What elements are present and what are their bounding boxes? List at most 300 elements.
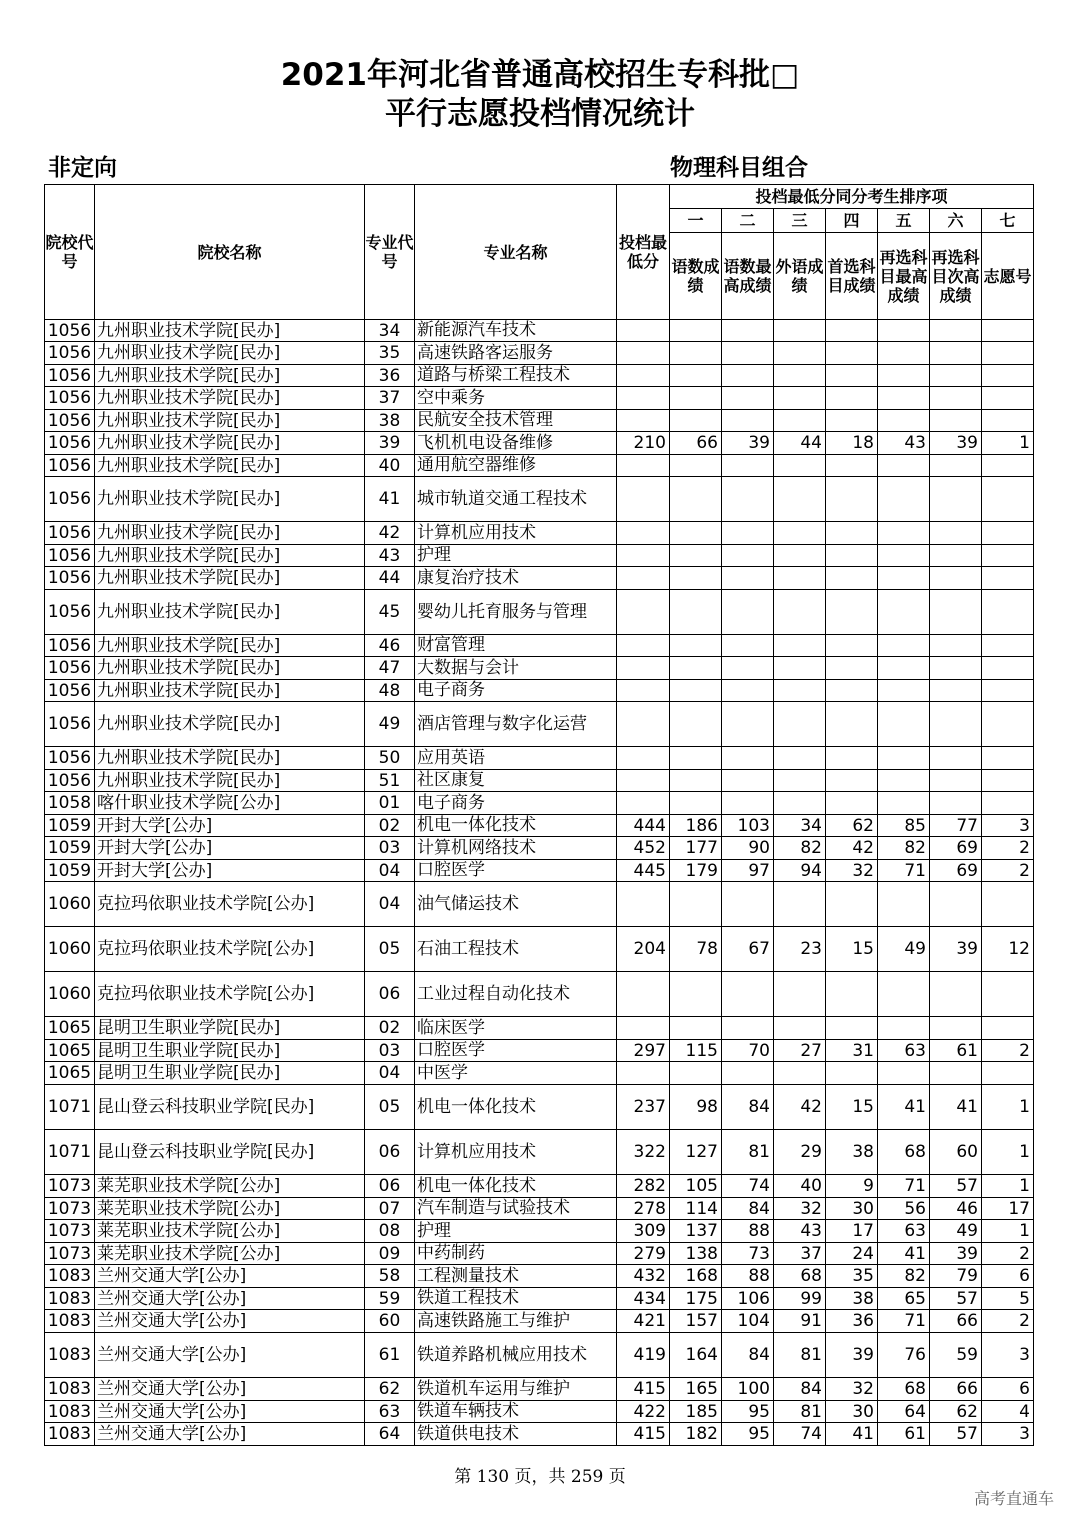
table-row xyxy=(45,1175,1034,1198)
min-score-cell: 204 xyxy=(617,927,670,972)
table-row xyxy=(45,635,1034,657)
chinese-math-max-cell: 97 xyxy=(722,860,774,882)
major-name-cell: 铁道养路机械应用技术 xyxy=(415,1333,617,1378)
school-code-cell: 1073 xyxy=(45,1198,95,1220)
choice-number-cell xyxy=(982,410,1034,432)
header-order-1: 一 xyxy=(670,209,722,233)
primary-subject-cell xyxy=(826,477,878,522)
header-order-4: 四 xyxy=(826,209,878,233)
chinese-math-max-cell xyxy=(722,770,774,792)
chinese-math-score-cell: 114 xyxy=(670,1198,722,1220)
foreign-language-cell: 29 xyxy=(774,1130,826,1175)
major-name-cell: 护理 xyxy=(415,1220,617,1243)
school-code-cell: 1056 xyxy=(45,590,95,635)
elective-max-cell xyxy=(878,1062,930,1085)
major-code-cell: 04 xyxy=(365,860,415,882)
major-code-cell: 08 xyxy=(365,1220,415,1243)
school-name-cell: 九州职业技术学院[民办] xyxy=(95,567,365,590)
table-row xyxy=(45,1085,1034,1130)
chinese-math-max-cell xyxy=(722,680,774,702)
chinese-math-score-cell: 66 xyxy=(670,432,722,455)
school-code-cell: 1083 xyxy=(45,1378,95,1401)
major-code-cell: 04 xyxy=(365,882,415,927)
chinese-math-score-cell xyxy=(670,1017,722,1040)
school-name-cell: 昆明卫生职业学院[民办] xyxy=(95,1040,365,1062)
chinese-math-max-cell: 39 xyxy=(722,432,774,455)
primary-subject-cell: 35 xyxy=(826,1265,878,1288)
major-name-cell: 应用英语 xyxy=(415,747,617,770)
major-name-cell: 计算机网络技术 xyxy=(415,837,617,860)
page-title-line1: 2021年河北省普通高校招生专科批□ xyxy=(280,57,800,93)
choice-number-cell xyxy=(982,1062,1034,1085)
min-score-cell xyxy=(617,545,670,567)
elective-second-cell: 39 xyxy=(930,1243,982,1265)
major-name-cell: 道路与桥梁工程技术 xyxy=(415,365,617,387)
major-code-cell: 58 xyxy=(365,1265,415,1288)
primary-subject-cell xyxy=(826,545,878,567)
school-code-cell: 1056 xyxy=(45,702,95,747)
elective-max-cell: 64 xyxy=(878,1401,930,1423)
foreign-language-cell xyxy=(774,657,826,680)
header-tiebreak-item-4: 首选科目成绩 xyxy=(826,233,878,320)
elective-second-cell xyxy=(930,522,982,545)
table-row xyxy=(45,680,1034,702)
school-name-cell: 兰州交通大学[公办] xyxy=(95,1378,365,1401)
chinese-math-score-cell: 157 xyxy=(670,1310,722,1333)
table-row xyxy=(45,1423,1034,1446)
major-name-cell: 机电一体化技术 xyxy=(415,1175,617,1198)
school-name-cell: 莱芜职业技术学院[公办] xyxy=(95,1198,365,1220)
major-name-cell: 机电一体化技术 xyxy=(415,1085,617,1130)
primary-subject-cell: 32 xyxy=(826,860,878,882)
primary-subject-cell xyxy=(826,635,878,657)
major-code-cell: 02 xyxy=(365,815,415,837)
chinese-math-max-cell: 95 xyxy=(722,1423,774,1446)
major-name-cell: 石油工程技术 xyxy=(415,927,617,972)
table-row xyxy=(45,1062,1034,1085)
chinese-math-score-cell: 98 xyxy=(670,1085,722,1130)
school-name-cell: 克拉玛依职业技术学院[公办] xyxy=(95,972,365,1017)
primary-subject-cell xyxy=(826,567,878,590)
subtitle-right: 物理科目组合 xyxy=(670,155,808,181)
foreign-language-cell: 99 xyxy=(774,1288,826,1310)
elective-second-cell xyxy=(930,410,982,432)
primary-subject-cell xyxy=(826,792,878,815)
elective-max-cell xyxy=(878,522,930,545)
foreign-language-cell xyxy=(774,680,826,702)
major-name-cell: 财富管理 xyxy=(415,635,617,657)
major-name-cell: 计算机应用技术 xyxy=(415,1130,617,1175)
major-name-cell: 民航安全技术管理 xyxy=(415,410,617,432)
school-code-cell: 1058 xyxy=(45,792,95,815)
major-code-cell: 07 xyxy=(365,1198,415,1220)
elective-max-cell xyxy=(878,545,930,567)
elective-second-cell xyxy=(930,770,982,792)
chinese-math-score-cell xyxy=(670,657,722,680)
chinese-math-score-cell xyxy=(670,972,722,1017)
school-code-cell: 1056 xyxy=(45,365,95,387)
primary-subject-cell xyxy=(826,770,878,792)
major-name-cell: 高速铁路施工与维护 xyxy=(415,1310,617,1333)
elective-second-cell xyxy=(930,680,982,702)
school-code-cell: 1056 xyxy=(45,657,95,680)
elective-max-cell: 49 xyxy=(878,927,930,972)
min-score-cell xyxy=(617,1062,670,1085)
elective-second-cell xyxy=(930,792,982,815)
elective-second-cell xyxy=(930,387,982,410)
table-row xyxy=(45,387,1034,410)
school-code-cell: 1056 xyxy=(45,477,95,522)
foreign-language-cell xyxy=(774,410,826,432)
major-name-cell: 铁道车辆技术 xyxy=(415,1401,617,1423)
header-order-5: 五 xyxy=(878,209,930,233)
primary-subject-cell xyxy=(826,590,878,635)
min-score-cell: 445 xyxy=(617,860,670,882)
elective-second-cell: 57 xyxy=(930,1175,982,1198)
elective-second-cell: 39 xyxy=(930,432,982,455)
major-name-cell: 机电一体化技术 xyxy=(415,815,617,837)
foreign-language-cell: 81 xyxy=(774,1333,826,1378)
primary-subject-cell: 36 xyxy=(826,1310,878,1333)
major-code-cell: 59 xyxy=(365,1288,415,1310)
chinese-math-max-cell xyxy=(722,972,774,1017)
major-code-cell: 37 xyxy=(365,387,415,410)
min-score-cell: 444 xyxy=(617,815,670,837)
chinese-math-score-cell: 138 xyxy=(670,1243,722,1265)
choice-number-cell: 5 xyxy=(982,1288,1034,1310)
primary-subject-cell: 30 xyxy=(826,1401,878,1423)
school-code-cell: 1073 xyxy=(45,1220,95,1243)
school-name-cell: 九州职业技术学院[民办] xyxy=(95,365,365,387)
choice-number-cell xyxy=(982,522,1034,545)
elective-max-cell: 71 xyxy=(878,1310,930,1333)
header-order-6: 六 xyxy=(930,209,982,233)
foreign-language-cell xyxy=(774,747,826,770)
min-score-cell xyxy=(617,770,670,792)
chinese-math-score-cell xyxy=(670,342,722,365)
min-score-cell xyxy=(617,590,670,635)
major-code-cell: 45 xyxy=(365,590,415,635)
chinese-math-score-cell xyxy=(670,477,722,522)
foreign-language-cell: 91 xyxy=(774,1310,826,1333)
table-row xyxy=(45,1017,1034,1040)
min-score-cell xyxy=(617,477,670,522)
min-score-cell xyxy=(617,792,670,815)
min-score-cell: 322 xyxy=(617,1130,670,1175)
elective-max-cell xyxy=(878,680,930,702)
school-name-cell: 喀什职业技术学院[公办] xyxy=(95,792,365,815)
elective-second-cell xyxy=(930,702,982,747)
choice-number-cell xyxy=(982,972,1034,1017)
chinese-math-score-cell xyxy=(670,365,722,387)
major-name-cell: 铁道工程技术 xyxy=(415,1288,617,1310)
major-code-cell: 04 xyxy=(365,1062,415,1085)
school-name-cell: 九州职业技术学院[民办] xyxy=(95,410,365,432)
major-code-cell: 06 xyxy=(365,1175,415,1198)
chinese-math-max-cell: 74 xyxy=(722,1175,774,1198)
foreign-language-cell xyxy=(774,455,826,477)
chinese-math-score-cell xyxy=(670,387,722,410)
table-row xyxy=(45,567,1034,590)
elective-second-cell xyxy=(930,1062,982,1085)
choice-number-cell xyxy=(982,455,1034,477)
chinese-math-score-cell: 182 xyxy=(670,1423,722,1446)
major-name-cell: 电子商务 xyxy=(415,792,617,815)
choice-number-cell: 1 xyxy=(982,432,1034,455)
min-score-cell: 432 xyxy=(617,1265,670,1288)
chinese-math-max-cell xyxy=(722,702,774,747)
min-score-cell xyxy=(617,342,670,365)
elective-second-cell: 61 xyxy=(930,1040,982,1062)
elective-max-cell xyxy=(878,1017,930,1040)
major-name-cell: 电子商务 xyxy=(415,680,617,702)
elective-max-cell xyxy=(878,635,930,657)
primary-subject-cell xyxy=(826,455,878,477)
table-row xyxy=(45,342,1034,365)
chinese-math-score-cell: 175 xyxy=(670,1288,722,1310)
school-name-cell: 九州职业技术学院[民办] xyxy=(95,657,365,680)
chinese-math-score-cell xyxy=(670,320,722,342)
school-code-cell: 1056 xyxy=(45,432,95,455)
table-row xyxy=(45,1198,1034,1220)
subtitle-left: 非定向 xyxy=(48,155,117,181)
min-score-cell xyxy=(617,387,670,410)
major-name-cell: 新能源汽车技术 xyxy=(415,320,617,342)
major-name-cell: 高速铁路客运服务 xyxy=(415,342,617,365)
school-name-cell: 兰州交通大学[公办] xyxy=(95,1423,365,1446)
school-code-cell: 1065 xyxy=(45,1040,95,1062)
chinese-math-score-cell: 165 xyxy=(670,1378,722,1401)
school-name-cell: 开封大学[公办] xyxy=(95,815,365,837)
elective-max-cell xyxy=(878,365,930,387)
header-major-code: 专业代号 xyxy=(365,185,415,320)
choice-number-cell xyxy=(982,680,1034,702)
header-tiebreak-item-2: 语数最高成绩 xyxy=(722,233,774,320)
school-name-cell: 克拉玛依职业技术学院[公办] xyxy=(95,882,365,927)
major-code-cell: 02 xyxy=(365,1017,415,1040)
major-code-cell: 05 xyxy=(365,1085,415,1130)
school-code-cell: 1083 xyxy=(45,1288,95,1310)
major-code-cell: 09 xyxy=(365,1243,415,1265)
foreign-language-cell xyxy=(774,792,826,815)
chinese-math-score-cell xyxy=(670,567,722,590)
min-score-cell: 309 xyxy=(617,1220,670,1243)
school-code-cell: 1083 xyxy=(45,1265,95,1288)
primary-subject-cell xyxy=(826,1062,878,1085)
major-name-cell: 大数据与会计 xyxy=(415,657,617,680)
choice-number-cell: 2 xyxy=(982,1040,1034,1062)
table-row xyxy=(45,747,1034,770)
school-name-cell: 莱芜职业技术学院[公办] xyxy=(95,1243,365,1265)
major-name-cell: 飞机机电设备维修 xyxy=(415,432,617,455)
major-code-cell: 51 xyxy=(365,770,415,792)
header-order-7: 七 xyxy=(982,209,1034,233)
min-score-cell: 419 xyxy=(617,1333,670,1378)
header-tiebreak-item-5: 再选科目最高成绩 xyxy=(878,233,930,320)
school-code-cell: 1059 xyxy=(45,815,95,837)
chinese-math-score-cell xyxy=(670,882,722,927)
primary-subject-cell: 38 xyxy=(826,1288,878,1310)
choice-number-cell: 3 xyxy=(982,815,1034,837)
primary-subject-cell: 41 xyxy=(826,1423,878,1446)
chinese-math-score-cell: 164 xyxy=(670,1333,722,1378)
major-name-cell: 口腔医学 xyxy=(415,1040,617,1062)
school-name-cell: 九州职业技术学院[民办] xyxy=(95,702,365,747)
min-score-cell: 415 xyxy=(617,1423,670,1446)
header-order-2: 二 xyxy=(722,209,774,233)
foreign-language-cell: 84 xyxy=(774,1378,826,1401)
school-code-cell: 1056 xyxy=(45,522,95,545)
major-name-cell: 空中乘务 xyxy=(415,387,617,410)
school-code-cell: 1056 xyxy=(45,680,95,702)
major-code-cell: 60 xyxy=(365,1310,415,1333)
chinese-math-max-cell xyxy=(722,320,774,342)
elective-second-cell: 69 xyxy=(930,837,982,860)
chinese-math-max-cell xyxy=(722,590,774,635)
table-row xyxy=(45,1401,1034,1423)
chinese-math-score-cell xyxy=(670,545,722,567)
min-score-cell xyxy=(617,1017,670,1040)
elective-second-cell xyxy=(930,545,982,567)
min-score-cell xyxy=(617,410,670,432)
major-name-cell: 铁道供电技术 xyxy=(415,1423,617,1446)
min-score-cell: 297 xyxy=(617,1040,670,1062)
elective-second-cell: 57 xyxy=(930,1288,982,1310)
chinese-math-score-cell xyxy=(670,770,722,792)
elective-max-cell xyxy=(878,882,930,927)
foreign-language-cell: 94 xyxy=(774,860,826,882)
chinese-math-score-cell: 78 xyxy=(670,927,722,972)
major-code-cell: 39 xyxy=(365,432,415,455)
school-name-cell: 莱芜职业技术学院[公办] xyxy=(95,1175,365,1198)
major-code-cell: 63 xyxy=(365,1401,415,1423)
foreign-language-cell: 81 xyxy=(774,1401,826,1423)
major-name-cell: 临床医学 xyxy=(415,1017,617,1040)
elective-second-cell xyxy=(930,657,982,680)
table-row xyxy=(45,432,1034,455)
header-tiebreak-item-7: 志愿号 xyxy=(982,233,1034,320)
major-name-cell: 城市轨道交通工程技术 xyxy=(415,477,617,522)
foreign-language-cell xyxy=(774,342,826,365)
choice-number-cell xyxy=(982,590,1034,635)
elective-second-cell: 39 xyxy=(930,927,982,972)
header-tiebreak-item-3: 外语成绩 xyxy=(774,233,826,320)
table-row xyxy=(45,837,1034,860)
foreign-language-cell xyxy=(774,1017,826,1040)
elective-max-cell: 85 xyxy=(878,815,930,837)
table-row xyxy=(45,1310,1034,1333)
primary-subject-cell xyxy=(826,387,878,410)
table-row xyxy=(45,477,1034,522)
table-row xyxy=(45,365,1034,387)
school-name-cell: 兰州交通大学[公办] xyxy=(95,1265,365,1288)
choice-number-cell xyxy=(982,747,1034,770)
chinese-math-max-cell: 84 xyxy=(722,1333,774,1378)
school-name-cell: 九州职业技术学院[民办] xyxy=(95,747,365,770)
major-code-cell: 49 xyxy=(365,702,415,747)
chinese-math-score-cell xyxy=(670,410,722,432)
chinese-math-score-cell: 127 xyxy=(670,1130,722,1175)
chinese-math-max-cell xyxy=(722,455,774,477)
primary-subject-cell xyxy=(826,342,878,365)
primary-subject-cell: 15 xyxy=(826,927,878,972)
foreign-language-cell: 32 xyxy=(774,1198,826,1220)
primary-subject-cell xyxy=(826,365,878,387)
elective-second-cell: 77 xyxy=(930,815,982,837)
table-row xyxy=(45,657,1034,680)
elective-max-cell: 65 xyxy=(878,1288,930,1310)
school-name-cell: 昆山登云科技职业学院[民办] xyxy=(95,1085,365,1130)
table-row xyxy=(45,815,1034,837)
primary-subject-cell: 31 xyxy=(826,1040,878,1062)
elective-max-cell xyxy=(878,702,930,747)
major-code-cell: 36 xyxy=(365,365,415,387)
table-row xyxy=(45,702,1034,747)
school-code-cell: 1060 xyxy=(45,972,95,1017)
elective-second-cell xyxy=(930,567,982,590)
chinese-math-max-cell xyxy=(722,365,774,387)
school-code-cell: 1071 xyxy=(45,1085,95,1130)
choice-number-cell xyxy=(982,770,1034,792)
chinese-math-max-cell xyxy=(722,477,774,522)
elective-second-cell: 79 xyxy=(930,1265,982,1288)
table-row xyxy=(45,972,1034,1017)
choice-number-cell xyxy=(982,320,1034,342)
chinese-math-score-cell xyxy=(670,635,722,657)
chinese-math-max-cell: 67 xyxy=(722,927,774,972)
chinese-math-max-cell: 88 xyxy=(722,1220,774,1243)
elective-second-cell xyxy=(930,635,982,657)
min-score-cell xyxy=(617,567,670,590)
major-code-cell: 42 xyxy=(365,522,415,545)
major-name-cell: 酒店管理与数字化运营 xyxy=(415,702,617,747)
min-score-cell xyxy=(617,455,670,477)
major-code-cell: 50 xyxy=(365,747,415,770)
elective-max-cell xyxy=(878,657,930,680)
school-code-cell: 1073 xyxy=(45,1175,95,1198)
chinese-math-max-cell xyxy=(722,342,774,365)
elective-second-cell: 49 xyxy=(930,1220,982,1243)
min-score-cell: 421 xyxy=(617,1310,670,1333)
choice-number-cell: 2 xyxy=(982,860,1034,882)
elective-second-cell xyxy=(930,747,982,770)
chinese-math-max-cell: 81 xyxy=(722,1130,774,1175)
major-code-cell: 05 xyxy=(365,927,415,972)
elective-second-cell xyxy=(930,477,982,522)
primary-subject-cell: 39 xyxy=(826,1333,878,1378)
table-row xyxy=(45,860,1034,882)
table-row xyxy=(45,1243,1034,1265)
school-code-cell: 1056 xyxy=(45,387,95,410)
major-name-cell: 工业过程自动化技术 xyxy=(415,972,617,1017)
elective-max-cell: 82 xyxy=(878,837,930,860)
school-code-cell: 1056 xyxy=(45,320,95,342)
min-score-cell xyxy=(617,635,670,657)
elective-max-cell: 71 xyxy=(878,1175,930,1198)
elective-max-cell: 68 xyxy=(878,1130,930,1175)
school-code-cell: 1056 xyxy=(45,410,95,432)
elective-max-cell: 63 xyxy=(878,1040,930,1062)
school-name-cell: 兰州交通大学[公办] xyxy=(95,1333,365,1378)
school-name-cell: 九州职业技术学院[民办] xyxy=(95,545,365,567)
school-code-cell: 1056 xyxy=(45,545,95,567)
elective-max-cell: 43 xyxy=(878,432,930,455)
school-name-cell: 九州职业技术学院[民办] xyxy=(95,680,365,702)
elective-second-cell xyxy=(930,342,982,365)
chinese-math-max-cell xyxy=(722,545,774,567)
school-code-cell: 1083 xyxy=(45,1401,95,1423)
chinese-math-score-cell: 177 xyxy=(670,837,722,860)
